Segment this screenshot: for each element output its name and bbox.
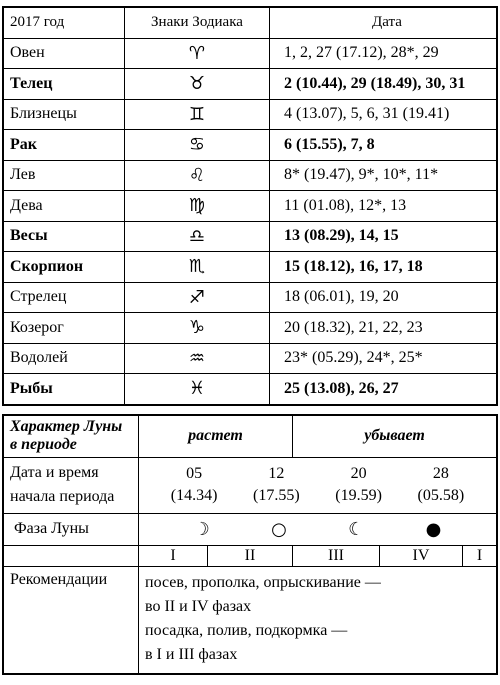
zodiac-sign-name: Овен <box>3 38 125 69</box>
moon-phase-icons <box>139 513 498 545</box>
zodiac-dates: 11 (01.08), 12*, 13 <box>270 191 498 222</box>
waning-crescent-icon: ☾ <box>348 518 365 540</box>
period-4 <box>418 459 465 511</box>
period-2-day: 12 <box>268 465 285 482</box>
period-4-day: 28 <box>432 465 449 482</box>
zodiac-glyph-icon: ♏︎ <box>125 252 270 283</box>
zodiac-dates: 15 (18.12), 16, 17, 18 <box>270 252 498 283</box>
recommendation-line-4: в I и III фазах <box>145 645 238 663</box>
moon-growing-label: растет <box>139 415 293 457</box>
zodiac-dates: 1, 2, 27 (17.12), 28*, 29 <box>270 38 498 69</box>
zodiac-header-row <box>3 7 497 38</box>
moon-phase-label: Фаза Луны <box>3 513 139 545</box>
zodiac-calendar-table <box>2 6 498 406</box>
period-3 <box>335 459 382 511</box>
zodiac-row <box>3 374 497 405</box>
zodiac-glyph-icon: ♎︎ <box>125 221 270 252</box>
zodiac-glyph-icon: ♊︎ <box>125 99 270 130</box>
phase-number-spacer <box>3 545 139 566</box>
recommendation-line-1: посев, прополка, опрыскивание — <box>145 573 381 591</box>
zodiac-row <box>3 99 497 130</box>
zodiac-row <box>3 69 497 100</box>
zodiac-dates: 23* (05.29), 24*, 25* <box>270 343 498 374</box>
recommendations-label: Рекомендации <box>3 566 139 674</box>
sign-header: Знаки Зодиака <box>125 7 270 38</box>
moon-character-label: Характер Луны в периоде <box>3 415 139 457</box>
period-2 <box>253 459 300 511</box>
zodiac-glyph-icon: ♋︎ <box>125 130 270 161</box>
year-header: 2017 год <box>3 7 125 38</box>
recommendations-text <box>139 566 498 674</box>
zodiac-dates: 2 (10.44), 29 (18.49), 30, 31 <box>270 69 498 100</box>
zodiac-glyph-icon: ♓︎ <box>125 374 270 405</box>
zodiac-dates: 8* (19.47), 9*, 10*, 11* <box>270 160 498 191</box>
period-1 <box>171 459 218 511</box>
phase-number-2: II <box>208 545 293 566</box>
zodiac-dates: 13 (08.29), 14, 15 <box>270 221 498 252</box>
period-2-time: (17.55) <box>253 487 300 504</box>
zodiac-sign-name: Телец <box>3 69 125 100</box>
zodiac-glyph-icon: ♍︎ <box>125 191 270 222</box>
phase-number-5: I <box>463 545 498 566</box>
zodiac-glyph-icon: ♐︎ <box>125 282 270 313</box>
phase-number-1: I <box>139 545 208 566</box>
zodiac-sign-name: Близнецы <box>3 99 125 130</box>
zodiac-glyph-icon: ♈︎ <box>125 38 270 69</box>
period-1-day: 05 <box>186 465 203 482</box>
zodiac-dates: 25 (13.08), 26, 27 <box>270 374 498 405</box>
moon-waning-label: убывает <box>293 415 498 457</box>
zodiac-row <box>3 343 497 374</box>
recommendation-line-3: посадка, полив, подкормка — <box>145 621 348 639</box>
zodiac-sign-name: Скорпион <box>3 252 125 283</box>
zodiac-row <box>3 191 497 222</box>
period-start-values <box>139 457 498 513</box>
zodiac-glyph-icon: ♉︎ <box>125 69 270 100</box>
zodiac-sign-name: Водолей <box>3 343 125 374</box>
zodiac-sign-name: Рыбы <box>3 374 125 405</box>
period-4-time: (05.58) <box>417 487 465 504</box>
zodiac-row <box>3 38 497 69</box>
zodiac-dates: 6 (15.55), 7, 8 <box>270 130 498 161</box>
full-moon-outline-icon: ○ <box>271 518 287 540</box>
zodiac-sign-name: Весы <box>3 221 125 252</box>
recommendation-line-2: во II и IV фазах <box>145 597 252 615</box>
zodiac-dates: 20 (18.32), 21, 22, 23 <box>270 313 498 344</box>
zodiac-sign-name: Козерог <box>3 313 125 344</box>
period-3-time: (19.59) <box>335 487 382 504</box>
period-start-row <box>3 457 497 513</box>
waxing-crescent-icon: ☽ <box>193 518 210 540</box>
phase-number-4: IV <box>380 545 463 566</box>
zodiac-dates: 4 (13.07), 5, 6, 31 (19.41) <box>270 99 498 130</box>
moon-character-row <box>3 415 497 457</box>
zodiac-sign-name: Дева <box>3 191 125 222</box>
zodiac-row <box>3 252 497 283</box>
moon-phase-table <box>2 414 498 675</box>
zodiac-row <box>3 282 497 313</box>
zodiac-sign-name: Стрелец <box>3 282 125 313</box>
zodiac-row <box>3 313 497 344</box>
recommendations-row <box>3 566 497 674</box>
zodiac-row <box>3 221 497 252</box>
new-moon-filled-icon: ● <box>425 518 442 540</box>
zodiac-row <box>3 130 497 161</box>
zodiac-glyph-icon: ♌︎ <box>125 160 270 191</box>
zodiac-glyph-icon: ♑︎ <box>125 313 270 344</box>
period-start-label: Дата и время начала периода <box>3 457 139 513</box>
period-3-day: 20 <box>350 465 367 482</box>
phase-number-3: III <box>293 545 380 566</box>
period-1-time: (14.34) <box>170 487 218 504</box>
date-header: Дата <box>270 7 498 38</box>
zodiac-dates: 18 (06.01), 19, 20 <box>270 282 498 313</box>
zodiac-row <box>3 160 497 191</box>
zodiac-sign-name: Рак <box>3 130 125 161</box>
phase-number-row <box>3 545 497 566</box>
zodiac-rows <box>3 38 497 405</box>
moon-phase-row <box>3 513 497 545</box>
zodiac-glyph-icon: ♒︎ <box>125 343 270 374</box>
zodiac-sign-name: Лев <box>3 160 125 191</box>
